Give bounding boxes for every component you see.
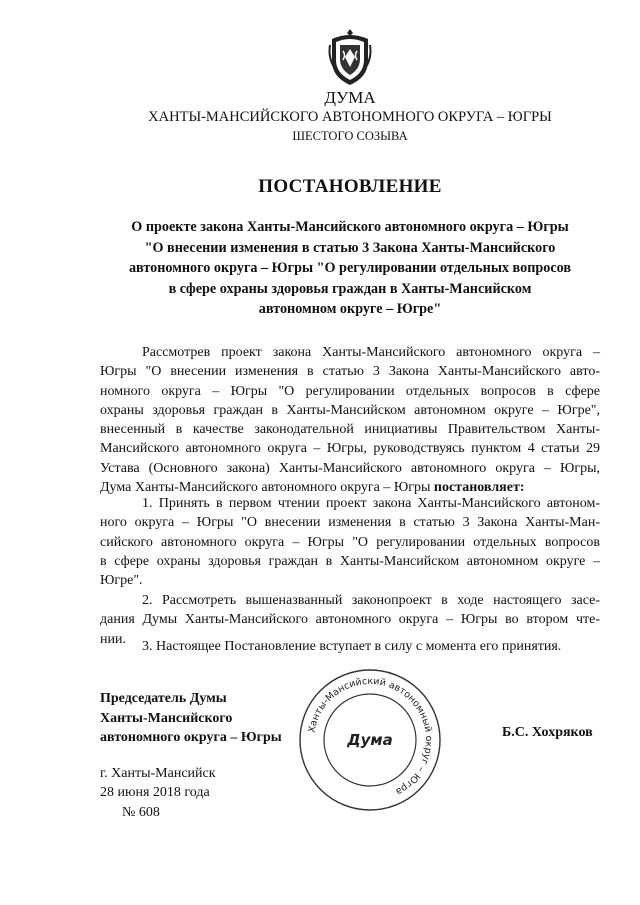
- signatory-title-line: автономного округа – Югры: [100, 730, 282, 745]
- stamp-center-text: Дума: [347, 731, 393, 749]
- signatory-title-line: Ханты-Мансийского: [100, 710, 233, 726]
- text-line: охраны здоровья граждан в Ханты-Мансийском автономном округе – Югре",: [100, 402, 600, 418]
- org-name: ДУМА: [324, 88, 376, 107]
- text-line: Рассмотрев проект закона Ханты-Мансийского автономного округа –: [142, 345, 600, 360]
- subject-line: автономного округа – Югры "О регулировании отдельных вопросов: [128, 260, 572, 276]
- text-line: номного округа – Югры "О регулировании отдельных вопросов в сфере: [100, 383, 600, 399]
- footer-date: 28 июня 2018 года: [100, 785, 210, 801]
- subject-line: в сфере охраны здоровья граждан в Ханты-Мансийском: [168, 280, 532, 297]
- text-line: Мансийского автономного округа – Югры, руководствуясь пунктом 4 статьи 29: [100, 441, 600, 457]
- org-region: ХАНТЫ-МАНСИЙСКОГО АВТОНОМНОГО ОКРУГА – ЮГРЫ: [148, 109, 552, 125]
- text-line: Устава (Основного закона) Ханты-Мансийского автономного округа – Югры,: [100, 460, 600, 476]
- text-line: в сфере охраны здоровья граждан в Ханты-Мансийском автономном округе –: [100, 553, 600, 569]
- item-3-paragraph: [100, 637, 600, 656]
- official-stamp: [297, 667, 443, 813]
- signatory-name: Б.С. Хохряков: [502, 725, 593, 740]
- coat-of-arms-emblem: [326, 27, 374, 87]
- text-line: внесенный в качестве законодательной инициативы Правительством Ханты-: [100, 422, 600, 438]
- text-line: 3. Настоящее Постановление вступает в силу с момента его принятия.: [142, 639, 562, 654]
- subject-line: автономном округе – Югре": [258, 301, 442, 317]
- text-line: Югре".: [100, 573, 143, 589]
- subject-line: О проекте закона Ханты-Мансийского автономного округа – Югры: [131, 219, 569, 235]
- footer-number: № 608: [122, 804, 160, 820]
- convocation: ШЕСТОГО СОЗЫВА: [292, 129, 408, 143]
- subject-line: "О внесении изменения в статью 3 Закона Ханты-Мансийского: [144, 239, 556, 256]
- footer-city: г. Ханты-Мансийск: [100, 766, 216, 781]
- signatory-title-line: Председатель Думы: [100, 691, 227, 706]
- resolution-verb: постановляет:: [433, 480, 525, 496]
- text-line: дания Думы Ханты-Мансийского автономного округа – Югры во втором чте-: [100, 612, 600, 628]
- document-type: ПОСТАНОВЛЕНИЕ: [258, 176, 442, 197]
- text-line: 1. Принять в первом чтении проект закона Ханты-Мансийского автоном-: [142, 496, 600, 511]
- text-line: Югры "О внесении изменения в статью 3 Закона Ханты-Мансийского авто-: [100, 364, 600, 380]
- document-subject: [110, 217, 590, 320]
- stamp-ring-text: Ханты-Мансийский автономный округ – Югра: [306, 675, 435, 798]
- preamble-paragraph: [100, 343, 600, 497]
- text-line: ного округа – Югры "О внесении изменения в статью 3 Закона Ханты-Ман-: [100, 515, 600, 531]
- text-fragment: Дума Ханты-Мансийского автономного округа – Югры: [100, 480, 434, 496]
- signatory-title: [100, 689, 282, 748]
- item-1-paragraph: [100, 494, 600, 590]
- text-line: нии.: [100, 631, 126, 647]
- document-footer: [100, 764, 216, 822]
- text-line: сийского автономного округа – Югры "О регулировании отдельных вопросов: [100, 534, 600, 550]
- text-line: 2. Рассмотреть вышеназванный законопроект в ходе настоящего засе-: [142, 593, 600, 608]
